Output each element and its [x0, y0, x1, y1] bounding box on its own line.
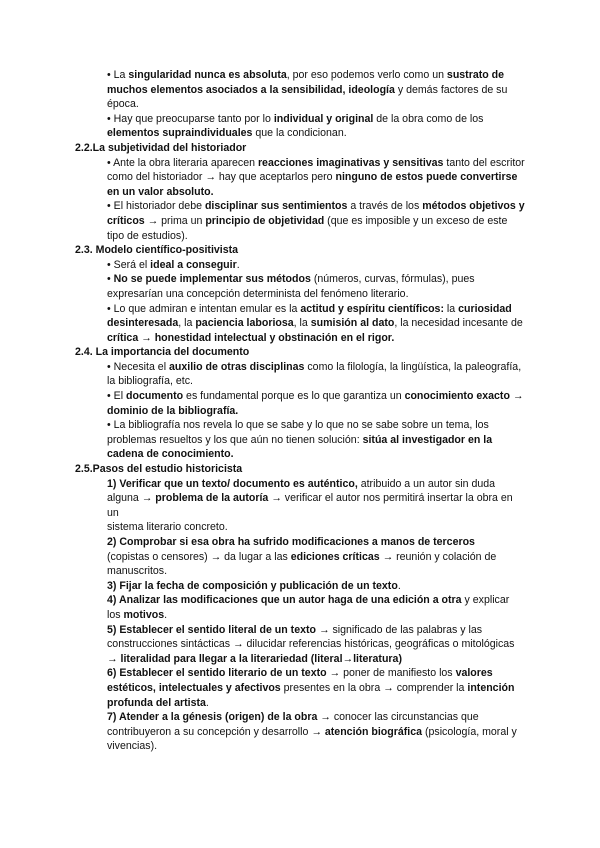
bullet-paragraph	[107, 389, 527, 418]
bold-text-run: 2) Comprobar si esa obra ha sufrido modificaciones a manos de terceros	[107, 536, 475, 548]
bold-text-run: auxilio de otras disciplinas	[169, 360, 305, 373]
bold-text-run: conocimiento exacto → dominio de la bibliografía.	[107, 390, 524, 417]
text-run: • La	[107, 69, 129, 81]
text-run: como la filología, la lingüística, la paleografía, la bibliografía, etc.	[107, 360, 522, 388]
text-run: , la necesidad incesante de	[394, 317, 523, 330]
text-run: • El	[107, 390, 127, 403]
bold-text-run: intención profunda del artista	[107, 681, 515, 709]
bullet-paragraph	[107, 258, 527, 273]
text-run: presentes en la obra → comprender la	[280, 681, 468, 694]
bold-text-run: métodos objetivos y críticos	[107, 200, 525, 227]
bullet-paragraph	[107, 199, 527, 243]
bold-text-run: atención biográfica	[324, 725, 423, 738]
bold-text-run: sustrato de muchos elementos asociados a la sensibilidad, ideología	[107, 69, 505, 96]
step-paragraph	[107, 579, 517, 594]
bold-text-run: literalidad para llegar a la literariedad (literal→literatura)	[120, 652, 402, 665]
step-paragraph	[107, 666, 517, 710]
step-paragraph	[107, 593, 517, 622]
step-paragraph	[107, 710, 517, 754]
bold-text-run: paciencia laboriosa	[195, 317, 294, 330]
bold-text-run: sitúa al investigador en la cadena de conocimiento.	[107, 433, 493, 461]
text-run: .	[236, 258, 240, 271]
bullet-paragraph	[107, 112, 527, 141]
text-run: (números, curvas, fórmulas), pues expresarían una concepción determinista del fenómeno literario.	[107, 273, 475, 300]
bold-text-run: reacciones imaginativas y sensitivas	[257, 156, 444, 169]
text-run: • Hay que preocuparse tanto por lo	[107, 112, 274, 125]
bold-text-run: principio de objetividad	[205, 214, 325, 227]
bold-text-run: curiosidad desinteresada	[107, 302, 512, 330]
step-paragraph	[107, 520, 517, 535]
bold-text-run: singularidad nunca es absoluta	[128, 69, 287, 81]
bold-text-run: sumisión al dato	[310, 317, 395, 330]
bold-text-run: 2.2.La subjetividad del historiador	[75, 141, 247, 154]
text-run: (psicología, moral y vivencias).	[107, 725, 517, 753]
bold-text-run: problema de la autoría	[155, 492, 269, 505]
bullet-paragraph	[107, 302, 527, 346]
bold-text-run: 5) Establecer el sentido literal de un texto	[107, 623, 316, 636]
text-run: → conocer las circunstancias que contribuyeron a su concepción y desarrollo →	[107, 711, 479, 738]
bold-text-run: 1) Verificar que un texto/ documento es auténtico,	[107, 477, 358, 490]
text-run: , por eso podemos verlo como un	[286, 69, 447, 81]
text-run: , la	[178, 317, 196, 330]
section-heading	[75, 141, 535, 156]
text-run: (copistas o censores) → da lugar a las	[107, 550, 291, 563]
bold-text-run: 2.5.Pasos del estudio historicista	[75, 463, 243, 476]
text-run: • La bibliografía nos revela lo que se sabe y lo que no se sabe sobre un tema, los problemas resueltos y los que aún no tienen solución:	[107, 419, 489, 446]
text-run: y demás factores de su época.	[107, 83, 508, 111]
text-run: (que es imposible y un exceso de este tipo de estudios).	[107, 214, 508, 242]
section-heading	[75, 462, 535, 477]
bullet-paragraph	[107, 272, 527, 301]
bold-text-run: actitud y espíritu científicos:	[300, 302, 444, 315]
bold-text-run: 7) Atender a la génesis (origen) de la obra	[107, 711, 318, 724]
bold-text-run: 4) Analizar las modificaciones que un autor haga de una edición a otra	[107, 594, 462, 607]
text-run: la	[443, 302, 459, 315]
text-run: .	[205, 696, 209, 709]
bold-text-run: individual y original	[273, 112, 374, 125]
text-run: •	[107, 273, 114, 286]
bold-text-run: ideal a conseguir	[150, 258, 237, 271]
bold-text-run: elementos supraindividuales	[107, 127, 253, 140]
step-paragraph	[107, 535, 517, 579]
bold-text-run: valores estéticos, intelectuales y afectivos	[107, 667, 493, 694]
bullet-paragraph	[107, 68, 527, 112]
bold-text-run: 3) Fijar la fecha de composición y publicación de un texto	[107, 579, 398, 592]
text-run: • Será el	[107, 258, 151, 271]
bold-text-run: motivos	[123, 608, 165, 621]
text-run: , la	[293, 317, 311, 330]
text-run: tanto del escritor como del historiador → hay que aceptarlos pero	[107, 156, 525, 184]
section-heading	[75, 345, 535, 360]
bold-text-run: 2.4. La importancia del documento	[75, 346, 250, 359]
text-run: y explicar los	[107, 594, 510, 621]
bullet-paragraph	[107, 156, 527, 200]
text-run: → reunión y colación de manuscritos.	[107, 550, 497, 578]
section-heading	[75, 243, 535, 258]
step-paragraph	[107, 623, 517, 667]
text-run: atribuido a un autor sin duda alguna →	[107, 477, 496, 505]
text-run: → poner de manifiesto los	[326, 667, 456, 680]
bold-text-run: No se puede implementar sus métodos	[113, 273, 311, 286]
bold-text-run: ninguno de estos puede convertirse en un valor absoluto.	[107, 171, 518, 198]
text-run: que la condicionan.	[252, 127, 347, 140]
bold-text-run: documento	[126, 390, 184, 403]
bold-text-run: disciplinar sus sentimientos	[204, 200, 348, 213]
document-body	[0, 68, 600, 754]
text-run: • Necesita el	[107, 360, 170, 373]
text-run: • Ante la obra literaria aparecen	[107, 156, 258, 169]
text-run: a través de los	[347, 200, 423, 213]
bold-text-run: ediciones críticas	[290, 550, 380, 563]
text-run: es fundamental porque es lo que garantiza un	[183, 390, 405, 403]
text-run: → verificar el autor nos permitirá insertar la obra en un	[107, 492, 513, 519]
text-run: • Lo que admiran e intentan emular es la	[107, 302, 301, 315]
bold-text-run: 2.3. Modelo científico-positivista	[75, 244, 239, 257]
text-run: .	[164, 608, 168, 621]
bullet-paragraph	[107, 360, 527, 389]
step-paragraph	[107, 477, 517, 521]
text-run: de la obra como de los	[373, 112, 484, 125]
bold-text-run: crítica → honestidad intelectual y obstinación en el rigor.	[107, 331, 395, 344]
text-run: sistema literario concreto.	[107, 521, 228, 534]
bold-text-run: 6) Establecer el sentido literario de un texto	[107, 667, 327, 680]
text-run: • El historiador debe	[107, 200, 205, 213]
text-run: → prima un	[144, 214, 206, 227]
text-run: .	[397, 579, 401, 592]
bullet-paragraph	[107, 418, 527, 462]
text-run: → significado de las palabras y las construcciones sintácticas → dilucidar referencias históricas, geográficas o mitológicas →	[107, 623, 515, 665]
